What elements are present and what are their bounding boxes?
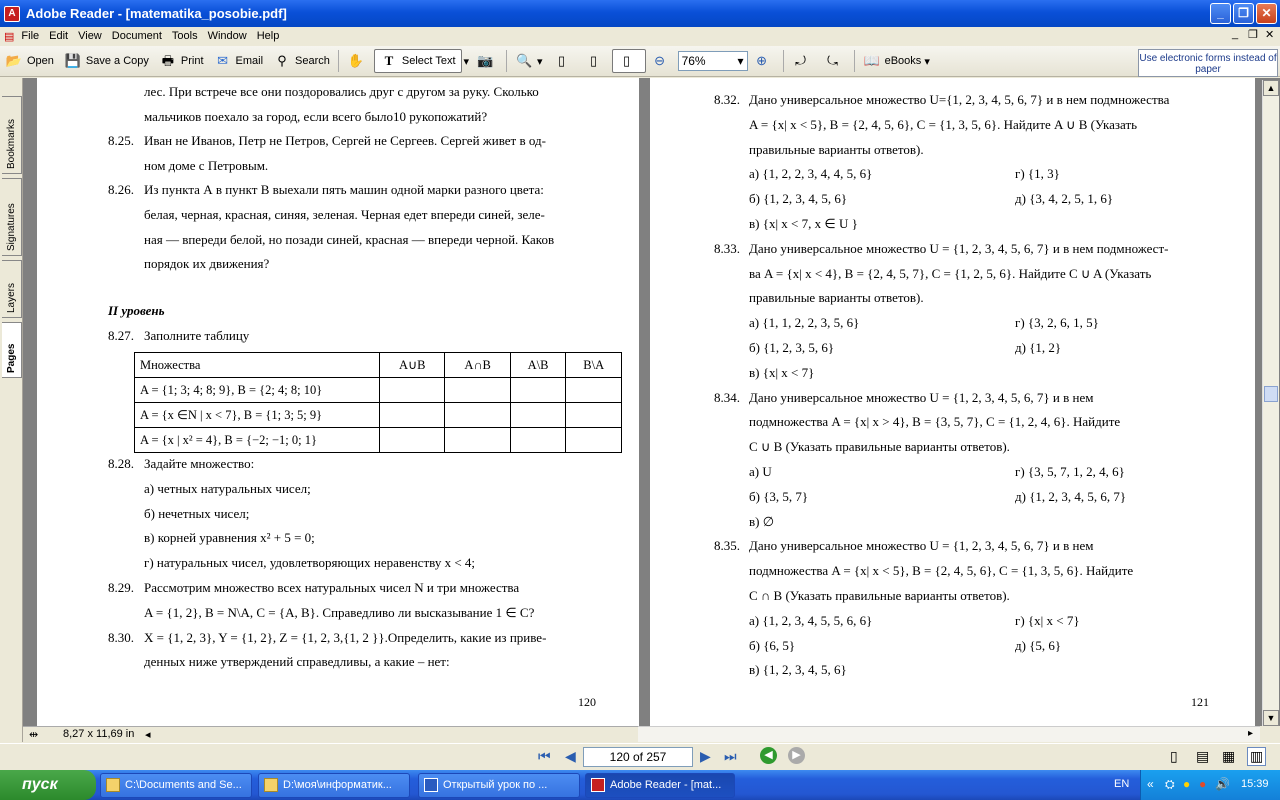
close-button[interactable]: ✕ [1256, 3, 1277, 24]
text-content: мальчиков поехало за город, если всего было10 рукопожатий? [144, 108, 488, 124]
email-icon: ✉ [217, 53, 228, 68]
doc-minimize-button[interactable]: _ [1232, 28, 1239, 40]
text-content: A = {1, 2}, B = N\A, C = {A, B}. Справедливо ли высказывание 1 ∈ C? [144, 604, 535, 620]
page-number-field[interactable]: 120 of 257 [583, 747, 693, 767]
page-size-icon: ⇹ [29, 729, 39, 741]
actual-size-button[interactable] [548, 49, 580, 73]
rotate-icon: ⤿ [827, 53, 838, 68]
text-content: денных ниже утверждений справедливы, а какие – нет: [144, 654, 450, 670]
select-text-button[interactable]: T Select Text [374, 49, 462, 73]
table-header: A\B [510, 353, 566, 378]
table-header: A∪B [380, 353, 445, 378]
folder-icon [264, 778, 278, 792]
text-content: C ∩ B (Указать правильные варианты ответов). [749, 588, 1010, 603]
horizontal-scrollbar[interactable] [638, 726, 1260, 742]
text-content: д) {1, 2, 3, 4, 5, 6, 7} [1015, 488, 1127, 504]
separator [338, 50, 339, 72]
electronic-forms-ad[interactable]: Use electronic forms instead of paper [1138, 49, 1278, 77]
page-size-label: 8,27 x 11,69 in [63, 728, 135, 740]
scroll-up-arrow-icon[interactable]: ▲ [1263, 80, 1279, 96]
taskbar-item-adobe-reader[interactable]: Adobe Reader - [mat... [585, 773, 735, 798]
window-title: Adobe Reader - [matematika_posobie.pdf] [26, 6, 287, 21]
text-content: Заполните таблицу [144, 328, 250, 343]
previous-page-icon[interactable]: ◀ [565, 748, 576, 764]
hand-icon: ✋ [347, 53, 364, 68]
text-content: д) {3, 4, 2, 5, 1, 6} [1015, 191, 1114, 207]
tab-signatures[interactable]: Signatures [2, 178, 22, 256]
ebook-icon: 📖 [863, 53, 880, 68]
text-content: белая, черная, красная, синяя, зеленая. Черная едет впереди синей, зеле- [144, 207, 545, 222]
minimize-button[interactable]: _ [1210, 3, 1231, 24]
task-number: 8.32. [714, 92, 740, 107]
opera-icon[interactable]: ● [1199, 777, 1207, 791]
text-content: г) {1, 3} [1015, 166, 1060, 182]
tab-layers[interactable]: Layers [2, 260, 22, 318]
doc-restore-button[interactable]: ❐ [1248, 29, 1258, 41]
text-content: а) U [749, 464, 772, 479]
zoom-in-tool-button[interactable]: 🔍 ▾ [515, 53, 543, 68]
text-content: порядок их движения? [144, 256, 270, 272]
text-content: б) {1, 2, 3, 5, 6} [749, 340, 835, 355]
text-content: A = {x| x < 5}, B = {2, 4, 5, 6}, C = {1, 3, 5, 6}. Найдите A ∪ B (Указать [749, 116, 1138, 132]
menu-tools[interactable]: Tools [171, 30, 198, 42]
toolbar [0, 46, 1280, 77]
page-icon: ▯ [623, 53, 631, 68]
snapshot-button[interactable] [471, 49, 503, 73]
minus-circle-icon: ⊖ [654, 53, 666, 68]
text-content: в) {x| x < 7, x ∈ U } [749, 216, 858, 231]
camera-icon: 📷 [476, 53, 494, 68]
task-number: 8.28. [108, 456, 134, 471]
menu-bar [0, 27, 1280, 45]
rotate-icon: ⤾ [795, 53, 806, 68]
ebooks-button[interactable]: 📖 eBooks ▾ [863, 53, 930, 68]
text-content: подмножества A = {x| x > 4}, B = {3, 5, 7}, C = {1, 2, 4, 6}. Найдите [749, 414, 1121, 430]
save-copy-button[interactable]: 💾 Save a Copy [64, 53, 149, 68]
section-heading: II уровень [108, 303, 165, 318]
folder-icon: 📂 [5, 53, 23, 68]
page-121 [650, 78, 1255, 726]
text-content: Дано универсальное множество U={1, 2, 3, 4, 5, 6, 7} и в нем подмножества [749, 92, 1170, 107]
text-content: б) нечетных чисел; [144, 505, 250, 521]
scroll-thumb[interactable] [1264, 386, 1278, 402]
task-number: 8.26. [108, 182, 134, 198]
taskbar-item-word[interactable]: Открытый урок по ... [418, 773, 580, 798]
email-button[interactable]: ✉ Email [209, 49, 269, 73]
page-icon: ▯ [590, 53, 598, 68]
page-number: 121 [1191, 695, 1209, 709]
table-header: B\A [566, 353, 622, 378]
search-button[interactable]: ⚲ Search [268, 49, 335, 73]
task-number: 8.25. [108, 133, 134, 149]
open-button[interactable]: 📂 Open [5, 53, 54, 68]
text-content: г) натуральных чисел, удовлетворяющих неравенству x < 4; [144, 555, 476, 571]
document-icon: ▤ [4, 30, 15, 43]
text-content: в) {1, 2, 3, 4, 5, 6} [749, 662, 847, 678]
table-cell: A = {x | x² = 4}, B = {−2; −1; 0; 1} [135, 428, 380, 453]
continuous-facing-icon[interactable]: ▦ [1222, 748, 1236, 764]
text-content: г) {x| x < 7} [1015, 612, 1080, 628]
taskbar-item-documents[interactable]: C:\Documents and Se... [100, 773, 252, 798]
text-content: правильные варианты ответов). [749, 141, 924, 157]
folder-icon [106, 778, 120, 792]
text-content: б) {6, 5} [749, 637, 796, 653]
text-content: подмножества A = {x| x < 5}, B = {2, 4, 5, 6}, C = {1, 3, 5, 6}. Найдите [749, 563, 1134, 579]
page-navigation-bar [0, 743, 1280, 769]
task-number: 8.27. [108, 328, 134, 343]
fit-page-button[interactable] [580, 49, 612, 73]
table-row [135, 403, 622, 428]
separator [506, 50, 507, 72]
text-content: в) ∅ [749, 513, 775, 529]
document-viewer[interactable] [23, 78, 1280, 726]
text-content: а) {1, 1, 2, 2, 3, 5, 6} [749, 315, 860, 331]
menu-file[interactable]: File [21, 30, 40, 42]
table-cell: A = {x ∈N | x < 7}, B = {1; 3; 5; 9} [135, 403, 380, 428]
system-tray [1140, 770, 1280, 800]
task-number: 8.33. [714, 240, 740, 256]
tab-pages[interactable]: Pages [2, 322, 22, 378]
first-page-icon[interactable]: ⏮ [538, 748, 551, 764]
table-header: A∩B [445, 353, 510, 378]
title-bar [0, 0, 1280, 27]
hand-tool-button[interactable] [342, 49, 374, 73]
continuous-icon[interactable]: ▤ [1196, 748, 1210, 764]
table-row [135, 378, 622, 403]
menu-view[interactable]: View [78, 30, 102, 42]
plus-circle-icon: ⊕ [756, 53, 768, 68]
text-content: д) {1, 2} [1015, 340, 1062, 355]
text-content: д) {5, 6} [1015, 637, 1062, 653]
text-content: ная — впереди белой, но позади синей, красная — впереди черной. Каков [144, 231, 555, 247]
binoculars-icon: ⚲ [277, 53, 287, 68]
clock: 15:39 [1241, 778, 1269, 790]
task-number: 8.35. [714, 538, 740, 554]
text-content: лес. При встрече все они поздоровались друг с другом за руку. Сколько [144, 84, 539, 99]
scroll-left-arrow-icon[interactable]: ◂ [145, 729, 151, 741]
tab-bookmarks[interactable]: Bookmarks [2, 96, 22, 174]
menu-document[interactable]: Document [111, 30, 162, 42]
task-number: 8.34. [714, 389, 740, 405]
tray-expand-icon[interactable]: « [1147, 777, 1154, 791]
taskbar-item-informatics[interactable]: D:\моя\информатик... [258, 773, 410, 798]
network-icon[interactable]: ⛭ [1165, 777, 1175, 791]
magnifier-icon: 🔍 [515, 53, 533, 68]
save-icon: 💾 [64, 53, 82, 68]
adobe-reader-icon [591, 778, 605, 792]
zoom-in-button[interactable] [748, 49, 780, 73]
word-icon [424, 778, 438, 792]
text-content: г) {3, 2, 6, 1, 5} [1015, 315, 1099, 331]
fit-width-button[interactable] [612, 49, 646, 73]
language-indicator[interactable]: EN [1114, 778, 1130, 790]
text-content: Дано универсальное множество U = {1, 2, 3, 4, 5, 6, 7} и в нем [749, 538, 1094, 554]
adobe-reader-icon: A [4, 6, 20, 22]
separator [783, 50, 784, 72]
text-content: Рассмотрим множество всех натуральных чисел N и три множества [144, 580, 520, 595]
page-number: 120 [578, 695, 596, 709]
scroll-down-arrow-icon[interactable]: ▼ [1263, 710, 1279, 726]
zoom-level-field[interactable]: 76% ▾ [678, 51, 748, 71]
taskbar [0, 770, 1280, 800]
text-content: а) {1, 2, 2, 3, 4, 4, 5, 6} [749, 166, 873, 182]
text-content: б) {1, 2, 3, 4, 5, 6} [749, 191, 848, 207]
table-cell: A = {1; 3; 4; 8; 9}, B = {2; 4; 8; 10} [135, 378, 380, 403]
text-content: г) {3, 5, 7, 1, 2, 4, 6} [1015, 464, 1125, 479]
single-page-icon[interactable]: ▯ [1170, 748, 1178, 764]
printer-icon: 🖶 [161, 53, 175, 68]
go-back-icon[interactable]: ◀ [760, 747, 777, 764]
page-icon: ▯ [558, 53, 566, 68]
status-bar [23, 726, 638, 742]
text-content: Дано универсальное множество U = {1, 2, 3, 4, 5, 6, 7} и в нем подмножест- [749, 240, 1169, 256]
separator [854, 50, 855, 72]
text-content: Дано универсальное множество U = {1, 2, 3, 4, 5, 6, 7} и в нем [749, 389, 1094, 405]
menu-window[interactable]: Window [207, 30, 247, 42]
text-content: ном доме с Петровым. [144, 157, 269, 173]
page-120 [37, 78, 639, 726]
sets-table [134, 352, 622, 453]
table-row [135, 428, 622, 453]
text-content: в) {x| x < 7} [749, 364, 815, 380]
go-forward-icon[interactable]: ▶ [788, 747, 805, 764]
text-content: C ∪ B (Указать правильные варианты ответов). [749, 439, 1010, 455]
text-cursor-icon: T [384, 53, 394, 68]
vertical-scrollbar[interactable] [1262, 80, 1279, 726]
scroll-right-arrow-icon[interactable]: ▸ [1248, 728, 1254, 739]
next-page-icon[interactable]: ▶ [700, 748, 711, 764]
menu-help[interactable]: Help [256, 30, 280, 42]
text-content: а) {1, 2, 3, 4, 5, 5, 6, 6} [749, 612, 873, 628]
doc-close-button[interactable]: ✕ [1265, 29, 1275, 41]
zoom-out-button[interactable] [646, 49, 678, 73]
chevron-down-icon: ▾ [737, 54, 744, 68]
navigation-pane-tabs [0, 78, 23, 742]
select-dropdown[interactable]: ▾ [463, 55, 470, 68]
print-button[interactable]: 🖶 Print [154, 49, 209, 73]
text-content: ва A = {x| x < 4}, B = {2, 4, 5, 7}, C = {1, 2, 5, 6}. Найдите C ∪ A (Указать [749, 265, 1152, 281]
rotate-button[interactable] [787, 49, 819, 73]
text-content: а) четных натуральных чисел; [144, 480, 311, 496]
task-number: 8.30. [108, 629, 134, 645]
text-content: правильные варианты ответов). [749, 290, 924, 306]
volume-icon[interactable]: 🔊 [1215, 777, 1230, 791]
text-content: X = {1, 2, 3}, Y = {1, 2}, Z = {1, 2, 3,{1, 2 }}.Определить, какие из приве- [144, 629, 547, 645]
text-content: б) {3, 5, 7} [749, 488, 809, 504]
task-number: 8.29. [108, 580, 134, 595]
text-content: Из пункта А в пункт В выехали пять машин одной марки разного цвета: [144, 182, 544, 198]
text-content: Задайте множество: [144, 456, 255, 471]
rotate-ccw-button[interactable] [819, 49, 851, 73]
maximize-button[interactable]: ❐ [1233, 3, 1254, 24]
start-button[interactable]: пуск [0, 770, 96, 800]
menu-edit[interactable]: Edit [49, 30, 69, 42]
text-content: в) корней уравнения x² + 5 = 0; [144, 530, 315, 546]
text-content: Иван не Иванов, Петр не Петров, Сергей не Сергеев. Сергей живет в од- [144, 133, 546, 149]
last-page-icon[interactable]: ⏭ [724, 748, 737, 764]
table-header: Множества [135, 353, 380, 378]
facing-icon[interactable]: ▥ [1247, 747, 1266, 766]
antivirus-icon[interactable]: ● [1183, 777, 1191, 791]
